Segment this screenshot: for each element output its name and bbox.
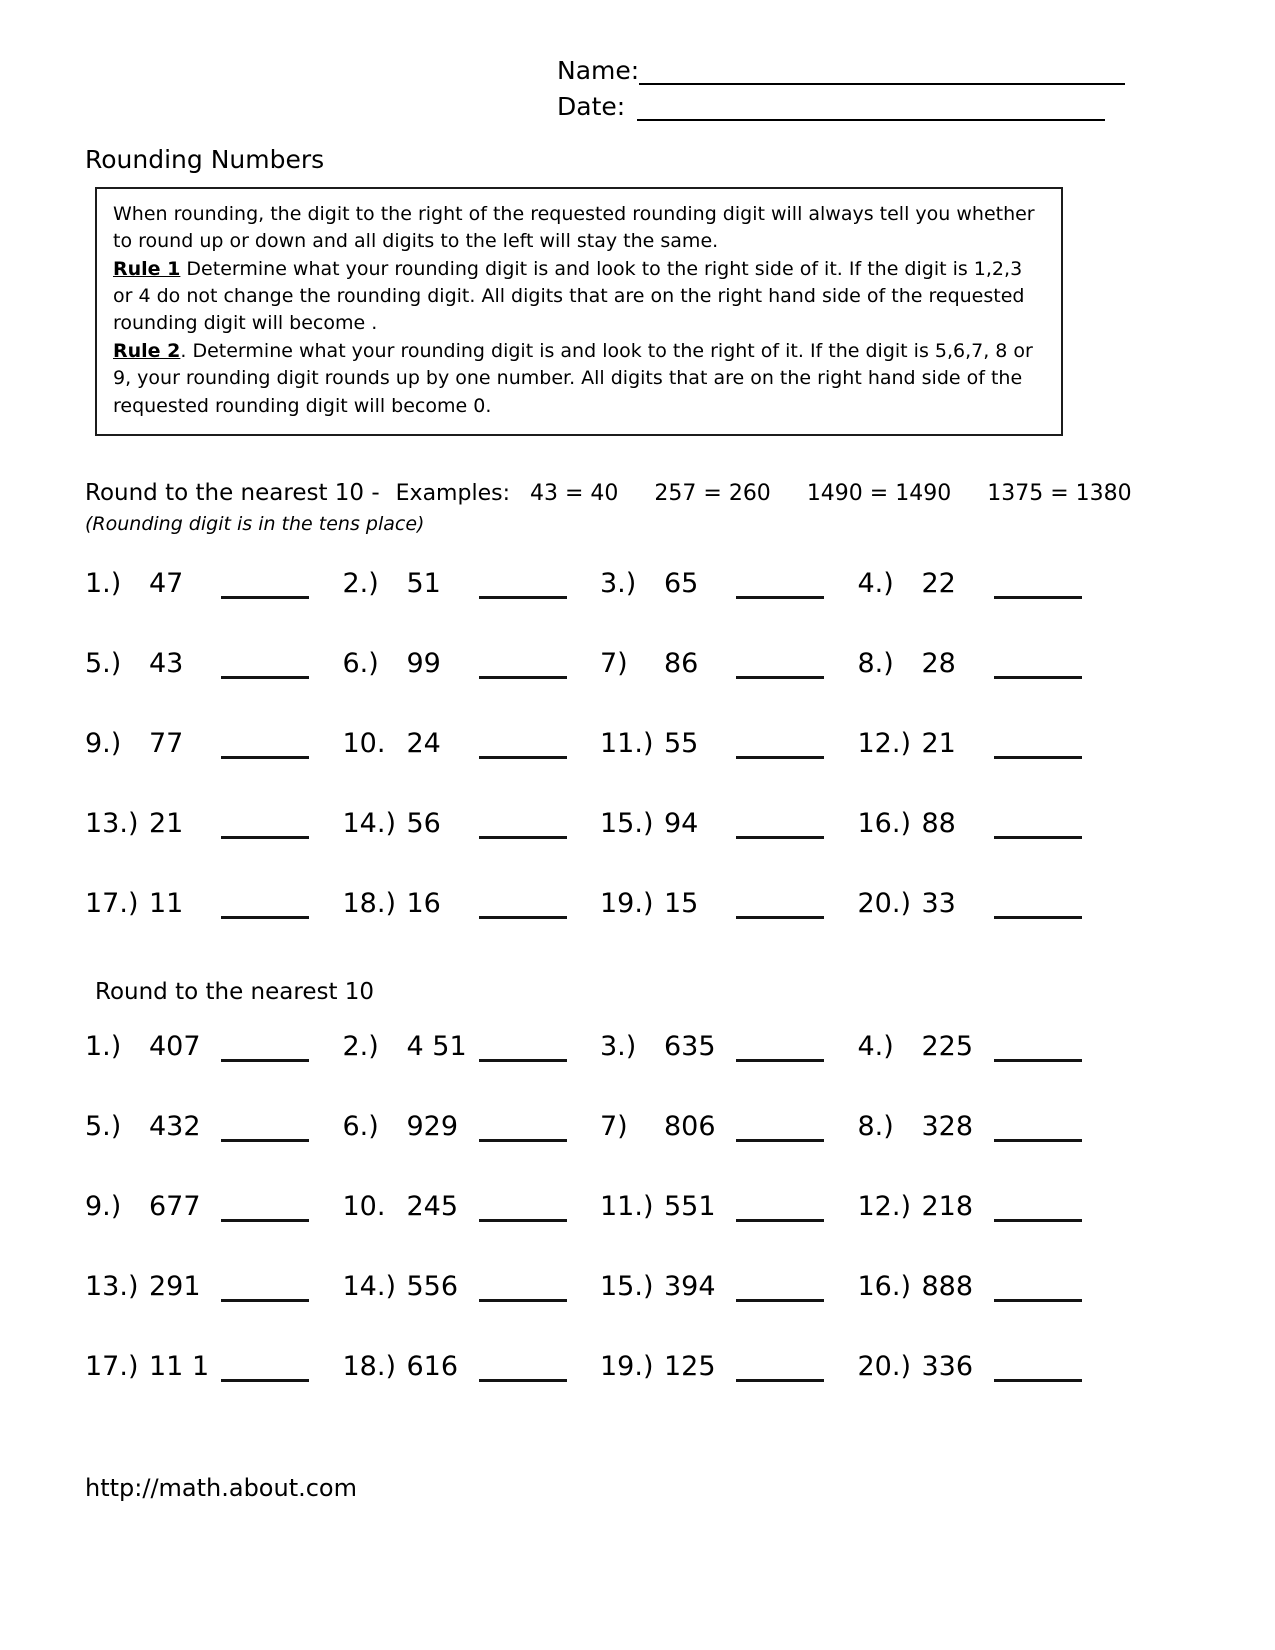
problem-item <box>600 1111 858 1142</box>
problem-number: 8.) <box>857 647 894 679</box>
problem-number: 8.) <box>857 1110 894 1142</box>
answer-blank <box>221 740 309 759</box>
problem-item <box>85 1111 343 1142</box>
problem-item <box>85 808 343 839</box>
problem-value: 11 1 <box>149 1350 210 1382</box>
problem-number: 3.) <box>600 567 637 599</box>
problem-number: 9.) <box>85 1190 122 1222</box>
problem-number: 17.) <box>85 887 139 919</box>
answer-blank <box>479 1283 567 1302</box>
problem-item <box>343 1351 601 1382</box>
date-field-row <box>557 92 1190 121</box>
name-blank-line <box>639 57 1125 85</box>
problem-item <box>600 1271 858 1302</box>
problem-number: 4.) <box>857 1030 894 1062</box>
problem-item <box>85 568 343 599</box>
rule-1-label: Rule 1 <box>113 257 181 280</box>
answer-blank <box>994 740 1082 759</box>
problem-number: 6.) <box>342 647 379 679</box>
problem-item <box>85 1031 343 1062</box>
problem-value: 225 <box>921 1030 974 1062</box>
problem-value: 94 <box>664 807 699 839</box>
problem-item <box>858 728 1116 759</box>
answer-blank <box>994 820 1082 839</box>
problem-item <box>600 808 858 839</box>
section1-heading-row <box>85 480 1190 506</box>
problem-number: 11.) <box>600 727 654 759</box>
problem-value: 65 <box>664 567 699 599</box>
problem-value: 291 <box>149 1270 201 1302</box>
problem-item <box>858 568 1116 599</box>
problem-number: 10. <box>342 1190 386 1222</box>
answer-blank <box>479 580 567 599</box>
problem-item <box>85 728 343 759</box>
section2-heading: Round to the nearest 10 <box>95 978 375 1005</box>
problem-number: 14.) <box>342 807 396 839</box>
problem-value: 394 <box>664 1270 716 1302</box>
problem-value: 51 <box>406 567 441 599</box>
problem-value: 336 <box>921 1350 974 1382</box>
problem-number: 16.) <box>857 1270 911 1302</box>
problem-value: 888 <box>921 1270 974 1302</box>
example-4: 1375 = 1380 <box>987 480 1132 506</box>
problem-item <box>343 888 601 919</box>
problem-number: 18.) <box>342 1350 396 1382</box>
problem-item <box>343 1271 601 1302</box>
answer-blank <box>221 1043 309 1062</box>
problem-item <box>600 728 858 759</box>
problem-value: 22 <box>921 567 956 599</box>
problem-value: 99 <box>406 647 441 679</box>
rules-box <box>95 187 1063 436</box>
problem-item <box>600 568 858 599</box>
problem-number: 16.) <box>857 807 911 839</box>
problem-number: 4.) <box>857 567 894 599</box>
footer-url: http://math.about.com <box>85 1473 357 1502</box>
problem-item <box>85 648 343 679</box>
answer-blank <box>221 660 309 679</box>
problem-number: 19.) <box>600 1350 654 1382</box>
problem-value: 245 <box>406 1190 459 1222</box>
problem-number: 9.) <box>85 727 122 759</box>
problem-value: 11 <box>149 887 184 919</box>
problem-item <box>600 648 858 679</box>
example-2: 257 = 260 <box>654 480 771 506</box>
answer-blank <box>479 1363 567 1382</box>
problem-value: 328 <box>921 1110 974 1142</box>
answer-blank <box>736 660 824 679</box>
problem-item <box>85 888 343 919</box>
answer-blank <box>479 1043 567 1062</box>
answer-blank <box>221 1363 309 1382</box>
problem-number: 11.) <box>600 1190 654 1222</box>
problem-number: 10. <box>342 727 386 759</box>
answer-blank <box>994 1123 1082 1142</box>
rule-1 <box>113 256 1045 338</box>
problem-item <box>858 1271 1116 1302</box>
answer-blank <box>736 900 824 919</box>
problem-value: 56 <box>406 807 441 839</box>
problem-number: 15.) <box>600 807 654 839</box>
problem-number: 3.) <box>600 1030 637 1062</box>
section2-problems <box>85 1031 1115 1382</box>
section1-note: (Rounding digit is in the tens place) <box>85 512 425 535</box>
example-1: 43 = 40 <box>529 480 619 506</box>
rule-2-label: Rule 2 <box>113 339 181 362</box>
problem-value: 24 <box>406 727 441 759</box>
problem-number: 20.) <box>857 887 911 919</box>
problem-number: 18.) <box>342 887 396 919</box>
date-label: Date: <box>557 92 626 121</box>
answer-blank <box>221 900 309 919</box>
problem-value: 21 <box>149 807 184 839</box>
problem-number: 2.) <box>342 567 379 599</box>
answer-blank <box>994 1363 1082 1382</box>
problem-number: 12.) <box>857 727 911 759</box>
answer-blank <box>736 740 824 759</box>
problem-value: 432 <box>149 1110 201 1142</box>
problem-item <box>600 1351 858 1382</box>
answer-blank <box>221 580 309 599</box>
problem-item <box>600 888 858 919</box>
rules-intro <box>113 201 1045 256</box>
problem-value: 551 <box>664 1190 716 1222</box>
problem-item <box>858 888 1116 919</box>
problem-value: 125 <box>664 1350 716 1382</box>
problem-item <box>343 568 601 599</box>
answer-blank <box>479 740 567 759</box>
answer-blank <box>994 1203 1082 1222</box>
answer-blank <box>994 1283 1082 1302</box>
answer-blank <box>221 820 309 839</box>
answer-blank <box>221 1203 309 1222</box>
problem-number: 2.) <box>342 1030 379 1062</box>
answer-blank <box>994 1043 1082 1062</box>
problem-item <box>343 1191 601 1222</box>
problem-number: 19.) <box>600 887 654 919</box>
problem-item <box>600 1191 858 1222</box>
answer-blank <box>736 1203 824 1222</box>
problem-value: 635 <box>664 1030 716 1062</box>
problem-item <box>343 648 601 679</box>
problem-value: 43 <box>149 647 184 679</box>
problem-item <box>85 1351 343 1382</box>
problem-number: 12.) <box>857 1190 911 1222</box>
problem-value: 929 <box>406 1110 459 1142</box>
page-title: Rounding Numbers <box>85 145 325 174</box>
problem-value: 21 <box>921 727 956 759</box>
problem-item <box>858 808 1116 839</box>
problem-value: 33 <box>921 887 956 919</box>
problem-number: 6.) <box>342 1110 379 1142</box>
examples-label: Examples: <box>395 480 510 506</box>
problem-number: 5.) <box>85 647 122 679</box>
problem-item <box>343 808 601 839</box>
problem-value: 616 <box>406 1350 459 1382</box>
answer-blank <box>221 1123 309 1142</box>
problem-item <box>858 1351 1116 1382</box>
answer-blank <box>736 580 824 599</box>
answer-blank <box>479 820 567 839</box>
problem-number: 13.) <box>85 1270 139 1302</box>
answer-blank <box>479 1203 567 1222</box>
problem-number: 20.) <box>857 1350 911 1382</box>
problem-item <box>858 1031 1116 1062</box>
problem-value: 407 <box>149 1030 201 1062</box>
problem-value: 86 <box>664 647 699 679</box>
problem-item <box>343 728 601 759</box>
problem-item <box>343 1031 601 1062</box>
problem-value: 15 <box>664 887 699 919</box>
example-3: 1490 = 1490 <box>806 480 952 506</box>
problem-item <box>858 1191 1116 1222</box>
problem-item <box>858 1111 1116 1142</box>
problem-value: 55 <box>664 727 699 759</box>
answer-blank <box>994 900 1082 919</box>
rule-1-text: Determine what your rounding digit is and look to the right side of it. If the digit is 1,2,3 or 4 do not change the rounding digit. All digits that are on the right hand side of the requested rounding digit will become . <box>113 257 1025 335</box>
problem-item <box>85 1271 343 1302</box>
rules-intro-text: When rounding, the digit to the right of the requested rounding digit will always tell you whether to round up or down and all digits to the left will stay the same. <box>113 203 1035 253</box>
problem-number: 7) <box>600 647 628 679</box>
name-field-row <box>557 56 1190 85</box>
problem-number: 1.) <box>85 567 122 599</box>
problem-value: 218 <box>921 1190 974 1222</box>
answer-blank <box>994 660 1082 679</box>
answer-blank <box>736 1123 824 1142</box>
problem-item <box>858 648 1116 679</box>
problem-number: 1.) <box>85 1030 122 1062</box>
date-blank-line <box>637 93 1105 121</box>
section1-problems <box>85 568 1115 919</box>
problem-number: 5.) <box>85 1110 122 1142</box>
problem-item <box>600 1031 858 1062</box>
answer-blank <box>736 820 824 839</box>
problem-value: 77 <box>149 727 184 759</box>
problem-number: 7) <box>600 1110 628 1142</box>
problem-number: 14.) <box>342 1270 396 1302</box>
problem-value: 16 <box>406 887 441 919</box>
problem-item <box>85 1191 343 1222</box>
answer-blank <box>994 580 1082 599</box>
answer-blank <box>479 1123 567 1142</box>
answer-blank <box>736 1363 824 1382</box>
problem-value: 556 <box>406 1270 459 1302</box>
answer-blank <box>221 1283 309 1302</box>
problem-number: 17.) <box>85 1350 139 1382</box>
name-label: Name: <box>557 56 640 85</box>
problem-value: 677 <box>149 1190 201 1222</box>
answer-blank <box>479 660 567 679</box>
problem-value: 806 <box>664 1110 716 1142</box>
problem-value: 4 51 <box>406 1030 467 1062</box>
problem-item <box>343 1111 601 1142</box>
rule-2 <box>113 338 1045 420</box>
problem-value: 28 <box>921 647 956 679</box>
section1-heading: Round to the nearest 10 - <box>85 479 380 506</box>
problem-number: 13.) <box>85 807 139 839</box>
name-date-block <box>557 56 1190 121</box>
answer-blank <box>479 900 567 919</box>
problem-number: 15.) <box>600 1270 654 1302</box>
problem-value: 47 <box>149 567 184 599</box>
answer-blank <box>736 1043 824 1062</box>
answer-blank <box>736 1283 824 1302</box>
rule-2-text: . Determine what your rounding digit is and look to the right of it. If the digit is 5,6,7, 8 or 9, your rounding digit rounds up by one number. All digits that are on the right hand side of the requested rounding digit will become 0. <box>113 339 1033 417</box>
problem-value: 88 <box>921 807 956 839</box>
